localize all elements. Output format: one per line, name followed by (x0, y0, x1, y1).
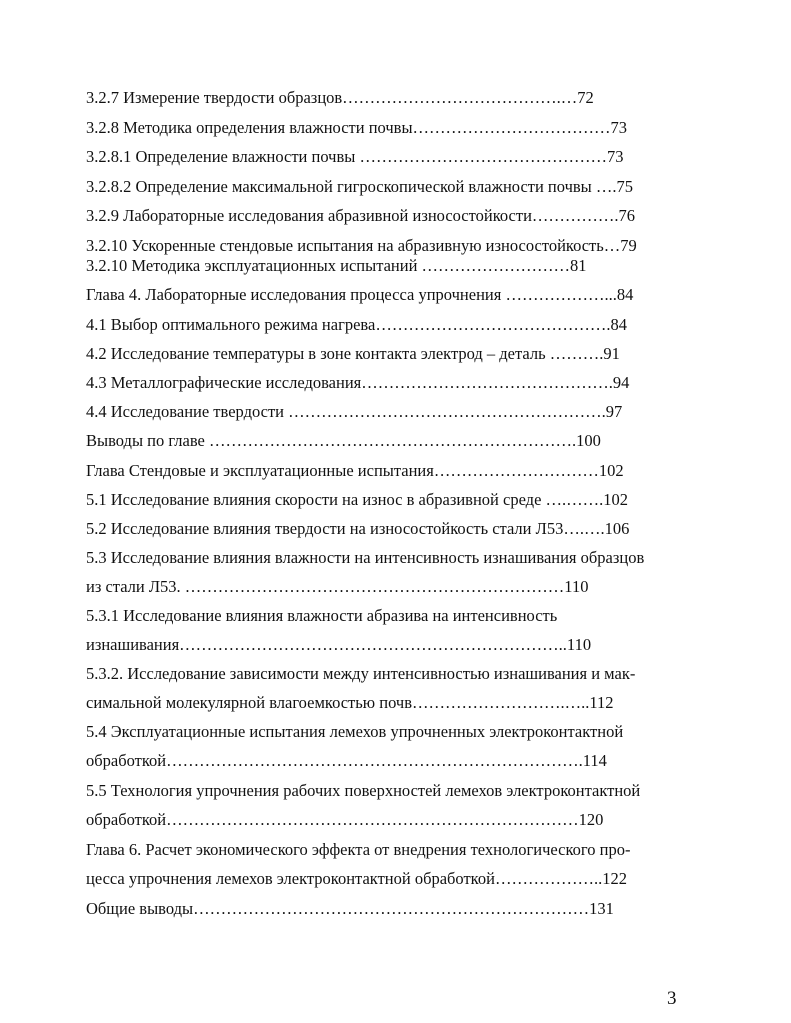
toc-line: 5.3.2. Исследование зависимости между интенсивностью изнашивания и мак- (86, 664, 636, 683)
toc-line: 3.2.10 Методика эксплуатационных испытаний ………………………81 (86, 256, 587, 275)
toc-line: цесса упрочнения лемехов электроконтактной обработкой………………..122 (86, 869, 627, 888)
toc-line: Глава 4. Лабораторные исследования процесса упрочнения ………………...84 (86, 285, 634, 304)
toc-line: 3.2.8 Методика определения влажности почвы………………………………73 (86, 118, 628, 137)
toc-line: обработкой………………………………………………………………….114 (86, 751, 607, 770)
toc-line: симальной молекулярной влагоемкостью почв……………………….…..112 (86, 693, 614, 712)
toc-line: 4.3 Металлографические исследования……………………………………….94 (86, 373, 630, 392)
toc-line: 4.1 Выбор оптимального режима нагрева…………………………………….84 (86, 315, 627, 334)
toc-line: 3.2.9 Лабораторные исследования абразивной износостойкости…………….76 (86, 206, 636, 225)
toc-line: 5.5 Технология упрочнения рабочих поверхностей лемехов электроконтактной (86, 781, 641, 800)
toc-line: 4.4 Исследование твердости ………………………………………………….97 (86, 402, 623, 421)
toc-line: Общие выводы………………………………………………………………131 (86, 899, 614, 918)
toc-line: 4.2 Исследование температуры в зоне контакта электрод – деталь ……….91 (86, 344, 620, 363)
toc-line: 5.1 Исследование влияния скорости на износ в абразивной среде ….…….102 (86, 490, 629, 509)
toc-line: Выводы по главе ………………………………………………………….100 (86, 431, 601, 450)
toc-line: обработкой…………………………………………………………………120 (86, 810, 604, 829)
toc-line: 5.3.1 Исследование влияния влажности абразива на интенсивность (86, 606, 558, 625)
toc-line: Глава 6. Расчет экономического эффекта от внедрения технологического про- (86, 840, 631, 859)
toc-line: 3.2.7 Измерение твердости образцов………………………………….…72 (86, 88, 594, 107)
toc-line: из стали Л53. ……………………………………………………………110 (86, 577, 589, 596)
toc-line: 5.4 Эксплуатационные испытания лемехов упрочненных электроконтактной (86, 722, 624, 741)
toc-line: Глава Стендовые и эксплуатационные испытания…………………………102 (86, 461, 624, 480)
toc-line: 3.2.10 Ускоренные стендовые испытания на абразивную износостойкость…79 (86, 236, 637, 255)
toc-line: изнашивания……………………………………………………………..110 (86, 635, 592, 654)
page-number: 3 (667, 988, 677, 1009)
toc-line: 3.2.8.2 Определение максимальной гигроскопической влажности почвы ….75 (86, 177, 634, 196)
toc-line: 5.2 Исследование влияния твердости на износостойкость стали Л53….….106 (86, 519, 630, 538)
toc-line: 3.2.8.1 Определение влажности почвы ………………………………………73 (86, 147, 624, 166)
toc-line: 5.3 Исследование влияния влажности на интенсивность изнашивания образцов (86, 548, 645, 567)
